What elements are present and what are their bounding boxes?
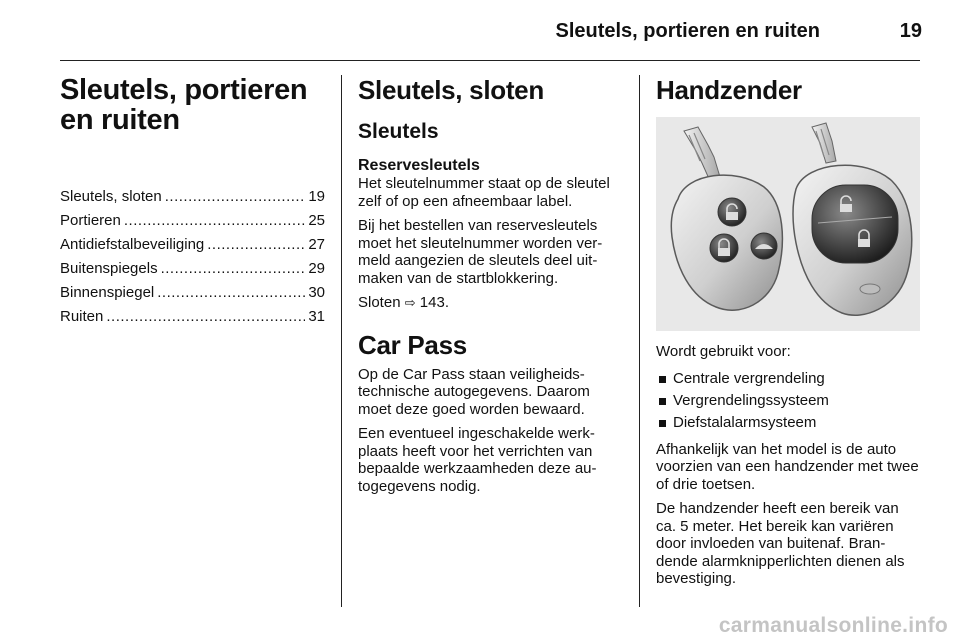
xref-label: Sloten <box>358 294 401 311</box>
page-number: 19 <box>899 20 922 42</box>
paragraph: Afhankelijk van het model is de auto voorzien van een handzender met twee of drie toetsen. <box>656 440 919 493</box>
paragraph: Wordt gebruikt voor: <box>656 343 791 360</box>
remote-control-column <box>656 75 922 595</box>
running-header-title: Sleutels, portieren en ruiten <box>555 20 820 42</box>
paragraph: Het sleutelnummer staat op de sleutel zelf of op een afneembaar label. <box>358 175 610 210</box>
subsubsection-title: Reservesleutels <box>358 157 480 174</box>
section-title: Handzender <box>656 75 802 105</box>
xref-arrow-icon: ⇨ <box>404 295 416 310</box>
bullet-square-icon <box>659 420 666 427</box>
table-of-contents <box>60 185 325 329</box>
toc-entry-page: 29 <box>308 260 325 277</box>
list-item: Vergrendelingssysteem <box>656 390 922 412</box>
toc-entry[interactable] <box>60 257 325 281</box>
toc-entry-label: Antidiefstalbeveiliging <box>60 236 205 253</box>
column-divider <box>341 75 342 607</box>
toc-entry[interactable] <box>60 209 325 233</box>
usage-list <box>656 368 922 434</box>
carpass-title: Car Pass <box>358 329 467 360</box>
section-title: Sleutels, sloten <box>358 75 544 105</box>
paragraph: Een eventueel ingeschakelde werkplaats heeft voor het verrichten van bepaalde werkzaamheden deze autogegevens nodig. <box>358 425 597 495</box>
toc-leader-dots <box>207 233 305 257</box>
paragraph: Bij het bestellen van reservesleutels moet het sleutelnummer worden vermeld aangezien de sleutels deel uitmaken van de startblokkering. <box>358 217 603 287</box>
header-rule <box>60 60 920 61</box>
toc-entry-page: 27 <box>308 236 325 253</box>
toc-entry-page: 19 <box>308 188 325 205</box>
toc-leader-dots <box>157 281 305 305</box>
toc-entry[interactable] <box>60 233 325 257</box>
paragraph: De handzender heeft een bereik van ca. 5 meter. Het bereik kan variëren door invloeden van buitenaf. Brandende alarmknipperlichten dienen als bevestiging. <box>656 500 905 587</box>
toc-entry[interactable] <box>60 281 325 305</box>
chapter-column <box>60 75 325 329</box>
toc-leader-dots <box>165 185 306 209</box>
toc-entry-label: Buitenspiegels <box>60 260 158 277</box>
watermark: carmanualsonline.info <box>718 614 948 637</box>
toc-leader-dots <box>124 209 305 233</box>
toc-entry[interactable] <box>60 305 325 329</box>
toc-entry[interactable] <box>60 185 325 209</box>
remote-key-fob-image <box>656 117 920 331</box>
paragraph: Op de Car Pass staan veiligheidstechnische autogegevens. Daarom moet deze goed worden bewaard. <box>358 365 590 418</box>
toc-leader-dots <box>106 305 305 329</box>
toc-entry-label: Sleutels, sloten <box>60 188 162 205</box>
keys-locks-column <box>358 75 624 502</box>
toc-entry-label: Binnenspiegel <box>60 284 155 301</box>
toc-leader-dots <box>161 257 306 281</box>
list-item: Centrale vergrendeling <box>656 368 922 390</box>
toc-entry-page: 30 <box>308 284 325 301</box>
bullet-square-icon <box>659 398 666 405</box>
column-divider <box>639 75 640 607</box>
subsection-title: Sleutels <box>358 120 439 143</box>
cross-reference[interactable] <box>358 294 624 312</box>
toc-entry-label: Ruiten <box>60 308 104 325</box>
list-item: Diefstalalarmsysteem <box>656 412 922 434</box>
chapter-title: Sleutels, portieren en ruiten <box>60 74 308 136</box>
bullet-square-icon <box>659 376 666 383</box>
toc-entry-page: 31 <box>308 308 325 325</box>
toc-entry-label: Portieren <box>60 212 121 229</box>
toc-entry-page: 25 <box>308 212 325 229</box>
xref-page: 143. <box>419 294 449 311</box>
